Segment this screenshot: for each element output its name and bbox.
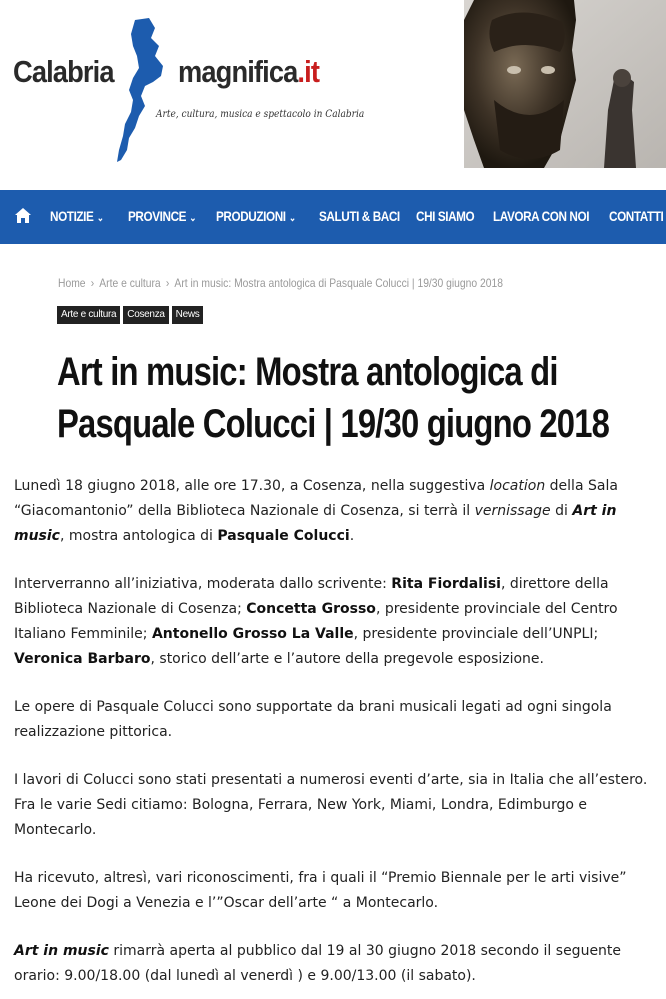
nav-item-label: SALUTI & BACI xyxy=(319,208,400,224)
strong-text: Veronica Barbaro xyxy=(14,651,151,667)
text: rimarrà aperta al pubblico dal 19 al 30 giugno 2018 secondo il seguente xyxy=(108,943,622,959)
site-header xyxy=(0,0,666,178)
strong-text: music xyxy=(14,528,60,544)
emphasis-text: location xyxy=(489,478,546,494)
nav-item-notizie[interactable] xyxy=(50,208,103,224)
article-paragraph xyxy=(14,866,666,916)
chevron-down-icon: ⌄ xyxy=(288,213,296,224)
home-icon[interactable] xyxy=(14,206,32,226)
breadcrumb-current: Art in music: Mostra antologica di Pasquale Colucci | 19/30 giugno 2018 xyxy=(174,276,503,290)
strong-text: Art in music xyxy=(14,943,109,959)
text: I lavori di Colucci sono stati presentati a numerosi eventi d’arte, sia in Italia che all’estero. xyxy=(14,772,648,788)
breadcrumb-separator: › xyxy=(90,276,95,290)
article-paragraph xyxy=(14,768,666,843)
text: , presidente provinciale del Centro xyxy=(375,601,618,617)
nav-item-produzioni[interactable] xyxy=(216,208,296,224)
breadcrumb-home[interactable]: Home xyxy=(58,276,86,290)
category-tags xyxy=(57,306,203,324)
nav-item-province[interactable] xyxy=(128,208,196,224)
article-title-line: Pasquale Colucci | 19/30 giugno 2018 xyxy=(57,402,610,446)
chevron-down-icon: ⌄ xyxy=(96,213,104,224)
text: “Giacomantonio” della Biblioteca Nazionale di Cosenza, si terrà il xyxy=(14,503,475,519)
text: Montecarlo. xyxy=(14,822,97,838)
article-title-line: Art in music: Mostra antologica di xyxy=(57,350,558,394)
text: Italiano Femminile; xyxy=(14,626,152,642)
tag-news[interactable]: News xyxy=(172,306,204,324)
text: della Sala xyxy=(545,478,618,494)
strong-text: Antonello Grosso La Valle xyxy=(151,626,354,642)
nav-item-saluti-baci[interactable] xyxy=(319,208,400,224)
tag-arte-e-cultura[interactable]: Arte e cultura xyxy=(57,306,120,324)
chevron-down-icon: ⌄ xyxy=(189,213,197,224)
logo-text-left: Calabria xyxy=(13,54,114,89)
text: , direttore della xyxy=(500,576,609,592)
site-tagline: Arte, cultura, musica e spettacolo in Calabria xyxy=(156,108,365,120)
article-body xyxy=(14,474,666,999)
nav-item-lavora-con-noi[interactable] xyxy=(493,208,589,224)
text: realizzazione pittorica. xyxy=(14,724,173,740)
text: , presidente provinciale dell’UNPLI; xyxy=(353,626,599,642)
emphasis-text: vernissage xyxy=(474,503,551,519)
text: Ha ricevuto, altresì, vari riconoscimenti, fra i quali il “Premio Biennale per le arti visive” xyxy=(14,870,627,886)
nav-item-label: PROVINCE xyxy=(128,208,187,224)
logo-text-tld: .it xyxy=(297,54,320,89)
article-title xyxy=(57,346,664,450)
article-paragraph xyxy=(14,572,666,672)
nav-item-label: CHI SIAMO xyxy=(416,208,475,224)
tag-cosenza[interactable]: Cosenza xyxy=(123,306,168,324)
nav-item-label: CONTATTI xyxy=(609,208,664,224)
article-paragraph xyxy=(14,474,666,549)
logo-text-right xyxy=(178,54,319,90)
text: , mostra antologica di xyxy=(60,528,218,544)
text: , storico dell’arte e l’autore della pregevole esposizione. xyxy=(150,651,544,667)
breadcrumb xyxy=(58,276,503,290)
main-navbar xyxy=(0,190,666,244)
text: Interverranno all’iniziativa, moderata dallo scrivente: xyxy=(14,576,392,592)
text: di xyxy=(550,503,573,519)
breadcrumb-separator: › xyxy=(165,276,170,290)
text: orario: 9.00/18.00 (dal lunedì al venerdì ) e 9.00/13.00 (il sabato). xyxy=(14,968,476,984)
header-banner-image xyxy=(464,0,666,168)
strong-text: Art in xyxy=(572,503,617,519)
text: . xyxy=(349,528,355,544)
text: Biblioteca Nazionale di Cosenza; xyxy=(14,601,247,617)
strong-text: Pasquale Colucci xyxy=(217,528,350,544)
nav-item-contatti[interactable] xyxy=(609,208,663,224)
text: Le opere di Pasquale Colucci sono supportate da brani musicali legati ad ogni singola xyxy=(14,699,612,715)
article-paragraph xyxy=(14,939,666,989)
strong-text: Rita Fiordalisi xyxy=(391,576,501,592)
nav-item-label: PRODUZIONI xyxy=(216,208,286,224)
strong-text: Concetta Grosso xyxy=(246,601,376,617)
calabria-map-icon xyxy=(115,16,175,166)
breadcrumb-category[interactable]: Arte e cultura xyxy=(99,276,161,290)
logo-text-main: magnifica xyxy=(178,54,298,89)
bronze-statue-image xyxy=(464,0,666,168)
text: Lunedì 18 giugno 2018, alle ore 17.30, a Cosenza, nella suggestiva xyxy=(14,478,490,494)
nav-item-label: NOTIZIE xyxy=(50,208,94,224)
nav-item-label: LAVORA CON NOI xyxy=(493,208,590,224)
text: Leone dei Dogi a Venezia e l’”Oscar dell’arte “ a Montecarlo. xyxy=(14,895,439,911)
site-logo[interactable] xyxy=(10,10,365,160)
text: Fra le varie Sedi citiamo: Bologna, Ferrara, New York, Miami, Londra, Edimburgo e xyxy=(14,797,587,813)
nav-item-chi-siamo[interactable] xyxy=(416,208,474,224)
article-paragraph xyxy=(14,695,666,745)
